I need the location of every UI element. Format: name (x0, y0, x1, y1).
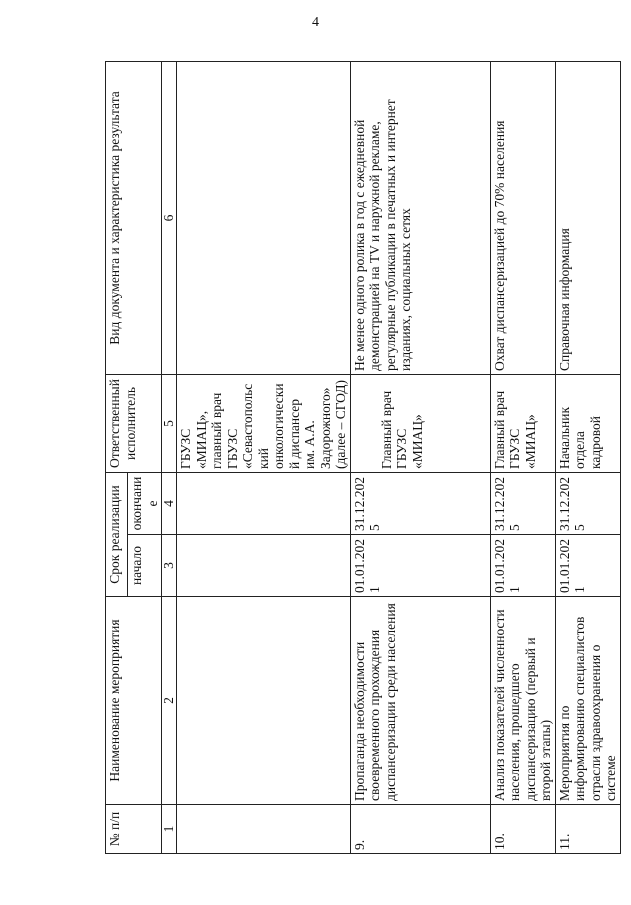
page-number: 4 (312, 15, 319, 30)
table-row (555, 61, 620, 853)
column-number: 6 (162, 61, 177, 374)
row-executor: Главный врач ГБУЗС «МИАЦ» (490, 374, 555, 472)
row-num: 11. (555, 805, 620, 854)
row-executor: Начальник отдела кадровой (555, 374, 620, 472)
row-name (177, 597, 351, 805)
column-number: 1 (162, 805, 177, 854)
row-num: 9. (350, 805, 490, 854)
column-number: 4 (162, 472, 177, 534)
header-start: начало (128, 535, 162, 597)
row-end: 31.12.2025 (490, 472, 555, 534)
row-end (177, 472, 351, 534)
table-row (350, 61, 490, 853)
column-number: 2 (162, 597, 177, 805)
header-executor: Ответственный исполнитель (106, 374, 162, 472)
header-result: Вид документа и характеристика результата (106, 61, 162, 374)
row-result: Охват диспансеризацией до 70% населения (490, 61, 555, 374)
row-start (177, 535, 351, 597)
rotated-table-container (105, 62, 618, 854)
row-end: 31.12.2025 (555, 472, 620, 534)
row-executor: Главный врач ГБУЗС «МИАЦ» (350, 374, 490, 472)
table-row (490, 61, 555, 853)
measures-table (105, 61, 621, 854)
row-executor: ГБУЗС «МИАЦ», главный врач ГБУЗС «Севастопольский онкологический диспансер им. А.А. Задорожного» (далее – СГОД) (177, 374, 351, 472)
row-result: Не менее одного ролика в год с ежедневной демонстрацией на TV и наружной рекламе, регулярные публикации в печатных и интернет изданиях, социальных сетях (350, 61, 490, 374)
table-row (177, 61, 351, 853)
column-number: 5 (162, 374, 177, 472)
row-num: 10. (490, 805, 555, 854)
row-num (177, 805, 351, 854)
row-start: 01.01.2021 (555, 535, 620, 597)
header-num: № п/п (106, 805, 162, 854)
row-result (177, 61, 351, 374)
row-start: 01.01.2021 (350, 535, 490, 597)
row-name: Пропаганда необходимости своевременного прохождения диспансеризации среди населения (350, 597, 490, 805)
row-name: Анализ показателей численности населения, прошедшего диспансеризацию (первый и второй этапы) (490, 597, 555, 805)
row-name: Мероприятия по информированию специалистов отрасли здравоохранения о системе (555, 597, 620, 805)
column-number: 3 (162, 535, 177, 597)
header-end: окончание (128, 472, 162, 534)
row-result: Справочная информация (555, 61, 620, 374)
header-name: Наименование мероприятия (106, 597, 162, 805)
column-numbers-row (162, 61, 177, 853)
row-start: 01.01.2021 (490, 535, 555, 597)
row-end: 31.12.2025 (350, 472, 490, 534)
header-term: Срок реализации (106, 472, 128, 596)
